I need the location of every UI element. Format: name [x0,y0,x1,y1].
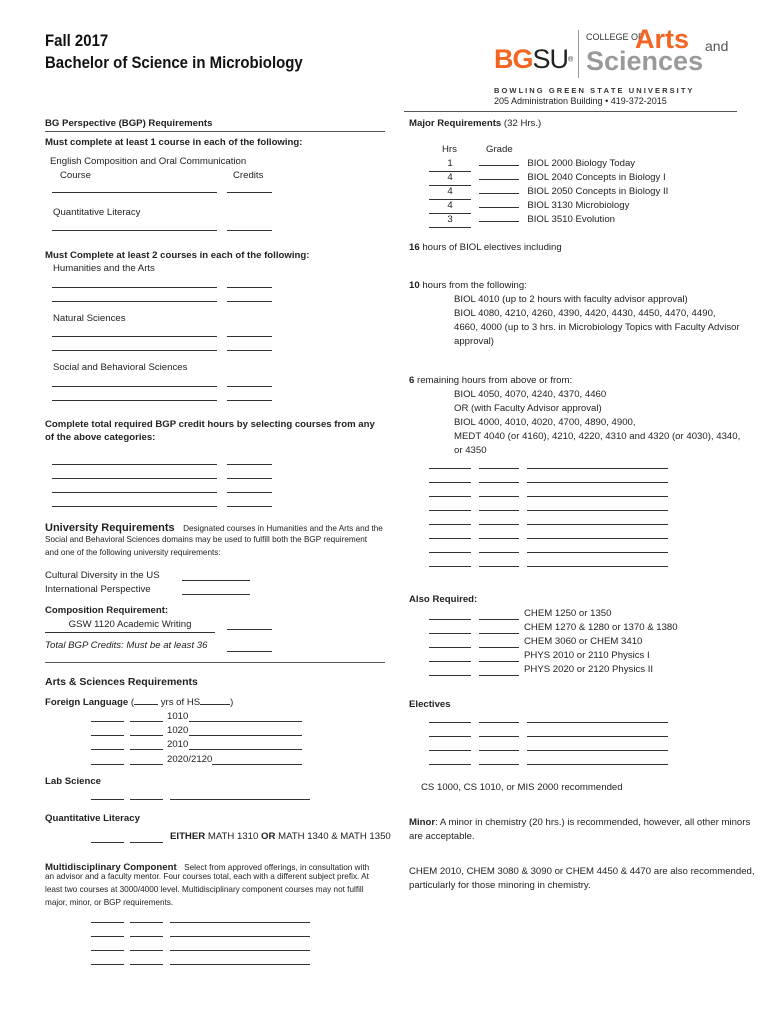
major-hrs: 4 [429,185,471,200]
also-grade-line[interactable] [479,633,519,634]
total-bgp: Total BGP Credits: Must be at least 36 [45,640,208,651]
elective-grade-line[interactable] [479,524,519,525]
ql-course-line[interactable] [52,230,217,231]
any-course-line[interactable] [52,492,217,493]
multi-note-3: least two courses at 3000/4000 level. Multidisciplinary component courses may not fulfill [45,885,364,894]
elect16-num: 16 [409,242,420,253]
chem-rec-1: CHEM 2010, CHEM 3080 & 3090 or CHEM 4450 & 4470 are also recommended, [409,866,755,877]
fl-line[interactable] [130,764,163,765]
math2-label: MATH 1340 & MATH 1350 [278,831,391,842]
ql-credits-line[interactable] [227,230,272,231]
also-item: CHEM 1270 & 1280 or 1370 & 1380 [524,622,678,633]
gsw-credits-line[interactable] [227,629,272,630]
elective-hrs-line[interactable] [429,552,471,553]
fl-course-1: 1020 [167,725,189,736]
multi-line[interactable] [130,964,163,965]
grade-label: Grade [486,144,513,155]
electives-hrs-line[interactable] [429,764,471,765]
multi-line[interactable] [170,936,310,937]
nat-course-line[interactable] [52,336,217,337]
also-grade-line[interactable] [479,647,519,648]
any-credits-line[interactable] [227,492,272,493]
electives-grade-line[interactable] [479,750,519,751]
elective-hrs-line[interactable] [429,566,471,567]
foreign-hs-input[interactable] [200,704,230,705]
elective-course-line[interactable] [527,482,668,483]
social-label: Social and Behavioral Sciences [53,362,188,373]
electives-course-line[interactable] [527,764,668,765]
complete-total-2: of the above categories: [45,432,156,443]
nat-credits-line[interactable] [227,336,272,337]
quant-line[interactable] [130,842,163,843]
minor-row [409,816,750,830]
nat-course-line[interactable] [52,350,217,351]
any-credits-line[interactable] [227,464,272,465]
major-hrs: 3 [429,213,471,228]
lab-line[interactable] [130,799,163,800]
lab-line[interactable] [170,799,310,800]
major-hrs: 1 [429,157,471,172]
eng-course-line[interactable] [52,192,217,193]
foreign-label: Foreign Language [45,697,129,708]
math-row [170,830,391,844]
fl-line[interactable] [91,735,124,736]
electives-heading: Electives [409,699,451,710]
major-course-name: BIOL 2000 Biology Today [527,158,636,169]
univ-note-2: Social and Behavioral Sciences domains may be used to fulfill both the BGP requirement [45,535,368,544]
logo-divider [578,30,579,78]
elective-course-line[interactable] [527,496,668,497]
grade-input[interactable] [479,165,519,166]
as-rule [45,662,385,663]
multi-line[interactable] [91,922,124,923]
electives-course-line[interactable] [527,722,668,723]
minor-label: Minor [409,817,436,828]
bgp-must2: Must Complete at least 2 courses in each of the following: [45,250,310,261]
foreign-row: Foreign Language ( yrs of HS ) [45,697,234,708]
elective-hrs-line[interactable] [429,538,471,539]
also-hrs-line[interactable] [429,619,471,620]
major-heading: Major Requirements [409,118,502,129]
elective-course-line[interactable] [527,566,668,567]
fl-course-3: 2020/2120 [167,754,213,765]
fl-line[interactable] [189,749,302,750]
electives-grade-line[interactable] [479,736,519,737]
ten-line: BIOL 4010 (up to 2 hours with faculty advisor approval) [454,294,688,305]
six-line: or 4350 [454,445,487,456]
electives-grade-line[interactable] [479,764,519,765]
soc-credits-line[interactable] [227,400,272,401]
multi-line[interactable] [130,950,163,951]
elective-hrs-line[interactable] [429,496,471,497]
cultural-line[interactable] [182,580,250,581]
any-credits-line[interactable] [227,478,272,479]
multi-note-2: an advisor and a faculty mentor. Four courses total, each with a different subject prefix. At [45,872,369,881]
elective-course-line[interactable] [527,524,668,525]
elective-hrs-line[interactable] [429,468,471,469]
also-item: PHYS 2010 or 2110 Physics I [524,650,650,661]
fl-line[interactable] [130,749,163,750]
fl-line[interactable] [189,735,302,736]
header-rule [404,111,737,112]
logo-college-of: COLLEGE OF [586,32,644,42]
hum-credits-line[interactable] [227,287,272,288]
logo-sciences: Sciences [586,46,704,76]
bgp-heading: BG Perspective (BGP) Requirements [45,118,213,129]
cs-note: CS 1000, CS 1010, or MIS 2000 recommended [421,782,623,793]
total-bgp-line[interactable] [227,651,272,652]
ten-line: approval) [454,336,494,347]
also-hrs-line[interactable] [429,647,471,648]
comp-heading: Composition Requirement: [45,605,169,616]
grade-input[interactable] [479,179,519,180]
soc-course-line[interactable] [52,386,217,387]
elective-hrs-line[interactable] [429,482,471,483]
semester-title: Fall 2017 [45,31,109,50]
course-label: Course [60,170,91,181]
major-course-row [429,199,629,214]
nat-credits-line[interactable] [227,350,272,351]
ten-row [409,279,527,293]
major-hrs-total: (32 Hrs.) [503,118,542,129]
elective-grade-line[interactable] [479,468,519,469]
as-heading: Arts & Sciences Requirements [45,676,198,688]
chem-rec-2: particularly for those minoring in chemistry. [409,880,591,891]
multi-note-1: Select from approved offerings, in consultation with [184,863,370,872]
major-course-row [429,185,668,200]
univ-note-3: and one of the following university requirements: [45,548,221,557]
six-line: BIOL 4000, 4010, 4020, 4700, 4890, 4900, [454,417,636,428]
bgp-must1: Must complete at least 1 course in each of the following: [45,137,303,148]
gsw-row [45,618,215,633]
address: 205 Administration Building • 419-372-2015 [494,96,667,106]
major-course-name: BIOL 2050 Concepts in Biology II [527,186,669,197]
fl-line[interactable] [91,721,124,722]
fl-course-2: 2010 [167,739,189,750]
elective-grade-line[interactable] [479,496,519,497]
elective-hrs-line[interactable] [429,524,471,525]
ten-text: hours from the following: [422,280,527,291]
fl-line[interactable] [212,764,302,765]
hum-credits-line[interactable] [227,301,272,302]
major-course-name: BIOL 3510 Evolution [527,214,615,225]
ten-line: BIOL 4080, 4210, 4260, 4390, 4420, 4430, 4450, 4470, 4490, [454,308,716,319]
also-heading: Also Required: [409,594,478,605]
international-label: International Perspective [45,584,151,595]
also-grade-line[interactable] [479,675,519,676]
either-label: EITHER [170,831,206,842]
soc-credits-line[interactable] [227,386,272,387]
fl-line[interactable] [91,749,124,750]
fl-line[interactable] [130,735,163,736]
multi-line[interactable] [130,936,163,937]
international-line[interactable] [182,594,250,595]
hum-course-line[interactable] [52,287,217,288]
hum-course-line[interactable] [52,301,217,302]
gsw-course: GSW 1120 Academic Writing [45,618,215,633]
also-hrs-line[interactable] [429,675,471,676]
elective-course-line[interactable] [527,510,668,511]
six-row [409,374,572,388]
electives-hrs-line[interactable] [429,722,471,723]
also-hrs-line[interactable] [429,661,471,662]
grade-input[interactable] [479,221,519,222]
elective-grade-line[interactable] [479,552,519,553]
logo-and: and [705,38,729,54]
logo-reg: ® [568,56,574,64]
multi-note-4: major, minor, or BGP requirements. [45,898,174,907]
major-course-row [429,213,615,228]
multi-line[interactable] [170,922,310,923]
bgp-rule [45,131,385,132]
major-hrs: 4 [429,199,471,214]
major-course-row [429,157,635,172]
minor-text-2: are acceptable. [409,831,475,842]
major-course-row [429,171,666,186]
multi-heading: Multidisciplinary Component [45,862,177,873]
fl-course-0: 1010 [167,711,189,722]
fl-line[interactable] [189,721,302,722]
any-course-line[interactable] [52,478,217,479]
complete-total-1: Complete total required BGP credit hours by selecting courses from any [45,419,375,430]
logo-su: SU [532,44,569,74]
elective-grade-line[interactable] [479,482,519,483]
six-line: BIOL 4050, 4070, 4240, 4370, 4460 [454,389,607,400]
fl-line[interactable] [91,764,124,765]
multi-line[interactable] [91,936,124,937]
grade-input[interactable] [479,193,519,194]
also-item: CHEM 3060 or CHEM 3410 [524,636,643,647]
major-course-name: BIOL 3130 Microbiology [527,200,630,211]
hrs-label: Hrs [442,144,457,155]
minor-text-1: : A minor in chemistry (20 hrs.) is recommended, however, all other minors [435,817,751,828]
elective-hrs-line[interactable] [429,510,471,511]
univ-heading: University Requirements [45,522,175,534]
ten-num: 10 [409,280,420,291]
elect16-text: hours of BIOL electives including [422,242,562,253]
multi-line[interactable] [91,964,124,965]
electives-course-line[interactable] [527,736,668,737]
elective-course-line[interactable] [527,538,668,539]
bgsu-logo [494,44,573,80]
electives-course-line[interactable] [527,750,668,751]
also-hrs-line[interactable] [429,633,471,634]
elect16-row [409,241,562,255]
major-hrs: 4 [429,171,471,186]
logo-university: B O W L I N G G R E E N S T A T E U N I V E R S I T Y [494,86,693,95]
multi-line[interactable] [130,922,163,923]
quant-label: Quantitative Literacy [45,813,140,824]
natural-label: Natural Sciences [53,313,126,324]
elective-course-line[interactable] [527,552,668,553]
credits-label: Credits [233,170,264,181]
multi-line[interactable] [170,964,310,965]
multi-line[interactable] [91,950,124,951]
cultural-label: Cultural Diversity in the US [45,570,160,581]
electives-hrs-line[interactable] [429,736,471,737]
any-course-line[interactable] [52,506,217,507]
any-course-line[interactable] [52,464,217,465]
elective-course-line[interactable] [527,468,668,469]
any-credits-line[interactable] [227,506,272,507]
eng-credits-line[interactable] [227,192,272,193]
electives-grade-line[interactable] [479,722,519,723]
lab-line[interactable] [91,799,124,800]
math1-label: MATH 1310 [207,831,259,842]
multi-line[interactable] [170,950,310,951]
or-label: OR [261,831,276,842]
fl-line[interactable] [130,721,163,722]
lab-label: Lab Science [45,776,101,787]
also-item: PHYS 2020 or 2120 Physics II [524,664,654,675]
univ-note-1: Designated courses in Humanities and the Arts and the [183,524,383,533]
also-grade-line[interactable] [479,661,519,662]
grade-input[interactable] [479,207,519,208]
foreign-yrs-input[interactable] [134,704,158,705]
six-text: remaining hours from above or from: [417,375,573,386]
ten-line: 4660, 4000 (up to 3 hrs. in Microbiology Topics with Faculty Advisor [454,322,740,333]
degree-title: Bachelor of Science in Microbiology [45,53,303,72]
soc-course-line[interactable] [52,400,217,401]
quant-line[interactable] [91,842,124,843]
humanities-label: Humanities and the Arts [53,263,155,274]
yrs-hs-label: yrs of HS [160,697,201,708]
six-line: OR (with Faculty Advisor approval) [454,403,602,414]
also-item: CHEM 1250 or 1350 [524,608,612,619]
elective-grade-line[interactable] [479,538,519,539]
logo-bg: BG [494,44,533,74]
also-grade-line[interactable] [479,619,519,620]
elective-grade-line[interactable] [479,566,519,567]
six-num: 6 [409,375,415,386]
logo-arts: Arts [635,24,690,54]
electives-hrs-line[interactable] [429,750,471,751]
quant-lit-label: Quantitative Literacy [53,207,141,218]
eng-comp-label: English Composition and Oral Communication [50,156,247,167]
major-heading-row [409,117,541,131]
six-line: MEDT 4040 (or 4160), 4210, 4220, 4310 and 4320 (or 4030), 4340, [454,431,741,442]
elective-grade-line[interactable] [479,510,519,511]
major-course-name: BIOL 2040 Concepts in Biology I [527,172,666,183]
